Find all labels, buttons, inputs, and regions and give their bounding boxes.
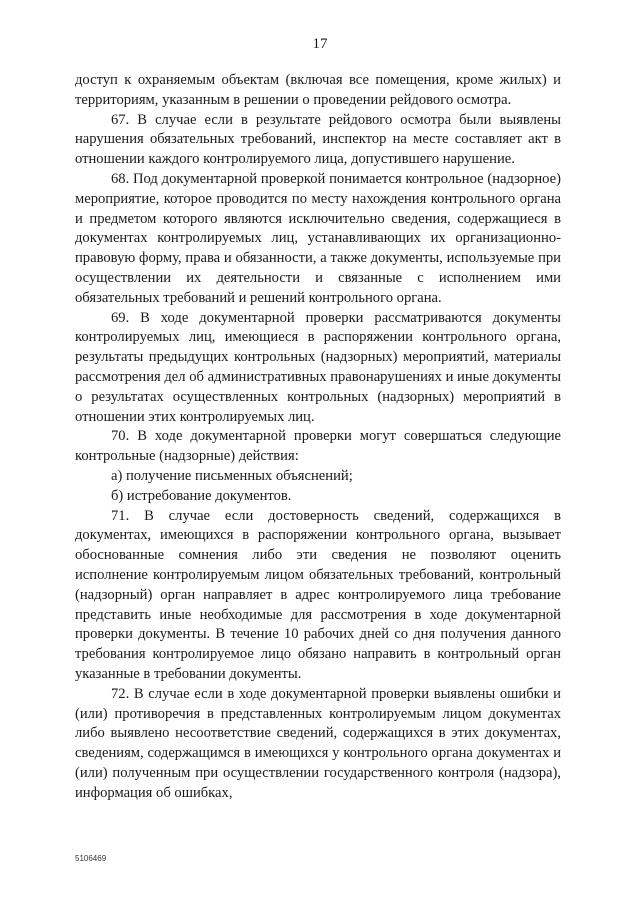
list-item-70a: а) получение письменных объяснений; bbox=[111, 467, 353, 484]
document-code: 5106469 bbox=[75, 854, 107, 863]
paragraph-67: 67. В случае если в результате рейдового осмотра были выявлены нарушения обязательных требований, инспектор на месте составляет акт в отношении каждого контролируемого лица, допустившего нарушение. bbox=[75, 111, 561, 168]
page-number: 17 bbox=[312, 36, 328, 52]
paragraph-continuation: доступ к охраняемым объектам (включая все помещения, кроме жилых) и территориям, указанным в решении о проведении рейдового осмотра. bbox=[75, 72, 561, 108]
paragraph-69: 69. В ходе документарной проверки рассматриваются документы контролируемых лиц, имеющиеся в распоряжении контрольного органа, результаты предыдущих контрольных (надзорных) мероприятий, материалы рассмотрения дел об административных правонарушениях и иные документы о результатах осуществленных контрольных (надзорных) мероприятий в отношении этих контролируемых лиц. bbox=[75, 309, 561, 425]
paragraph-72: 72. В случае если в ходе документарной проверки выявлены ошибки и (или) противоречия в представленных контролируемым лицом документах либо выявлено несоответствие сведений, содержащихся в этих документах, сведениям, содержащимся в имеющихся у контрольного органа документах и (или) полученным при осуществлении государственного контроля (надзора), информация об ошибках, bbox=[75, 685, 561, 801]
paragraph-71: 71. В случае если достоверность сведений, содержащихся в документах, имеющихся в распоряжении контрольного органа, вызывает обоснованные сомнения либо эти сведения не позволяют оценить исполнение контролируемым лицом обязательных требований, контрольный (надзорный) орган направляет в адрес контролируемого лица требование представить иные необходимые для рассмотрения в ходе документарной проверки документы. В течение 10 рабочих дней со дня получения данного требования контролируемое лицо обязано направить в контрольный орган указанные в требовании документы. bbox=[75, 507, 561, 682]
paragraph-68: 68. Под документарной проверкой понимается контрольное (надзорное) мероприятие, которое проводится по месту нахождения контрольного органа и предметом которого являются исключительно сведения, содержащиеся в документах контролируемых лиц, устанавливающих их организационно-правовую форму, права и обязанности, а также документы, используемые при осуществлении их деятельности и связанные с исполнением ими обязательных требований и решений контрольного органа. bbox=[75, 170, 561, 306]
document-body bbox=[75, 71, 561, 803]
paragraph-70: 70. В ходе документарной проверки могут совершаться следующие контрольные (надзорные) действия: bbox=[75, 428, 561, 465]
list-item-70b: б) истребование документов. bbox=[111, 487, 292, 504]
